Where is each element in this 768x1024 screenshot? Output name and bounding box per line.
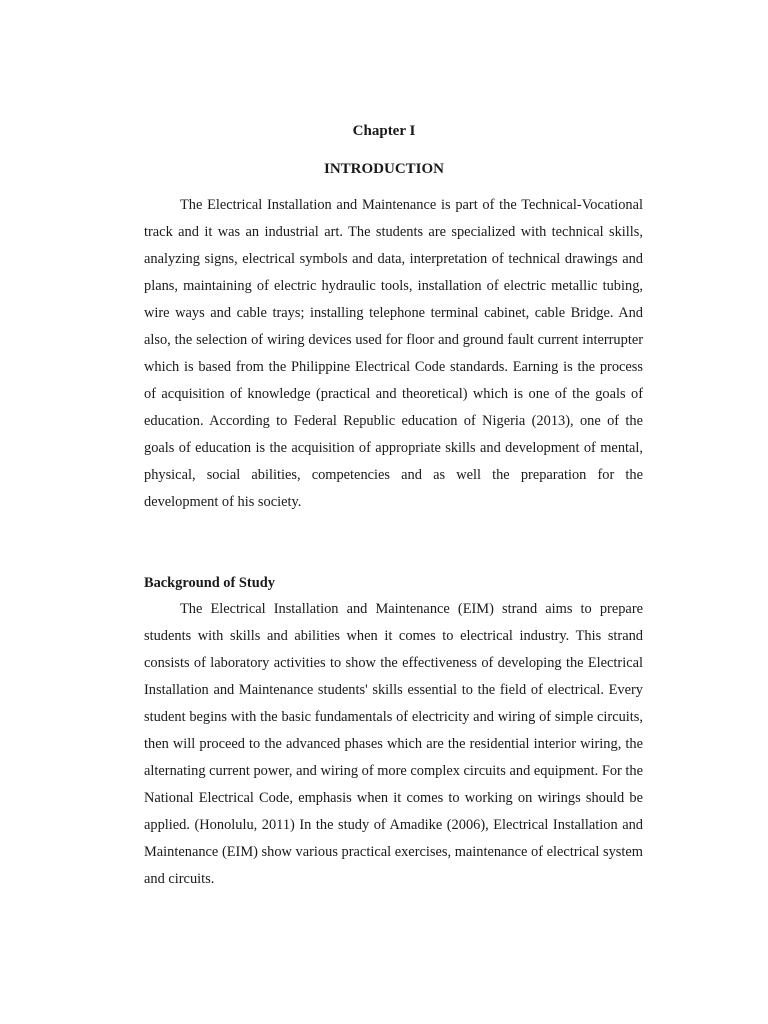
chapter-label: Chapter I — [352, 123, 416, 139]
intro-paragraph: The Electrical Installation and Maintenance is part of the Technical-Vocational track and it was an industrial art. The students are specialized with technical skills, analyzing signs, electrical symbols and data, interpretation of technical drawings and plans, maintaining of electric hydraulic tools, installation of electric metallic tubing, wire ways and cable trays; installing telephone terminal cabinet, cable Bridge. And also, the selection of wiring devices used for floor and ground fault current interrupter which is based from the Philippine Electrical Code standards. Earning is the process of acquisition of knowledge (practical and theoretical) which is one of the goals of education. According to Federal Republic education of Nigeria (2013), one of the goals of education is the acquisition of appropriate skills and development of mental, physical, social abilities, competencies and as well the preparation for the development of his society. — [144, 197, 643, 510]
background-paragraph: The Electrical Installation and Maintenance (EIM) strand aims to prepare students with skills and abilities when it comes to electrical industry. This strand consists of laboratory activities to show the effectiveness of developing the Electrical Installation and Maintenance students' skills essential to the field of electrical. Every student begins with the basic fundamentals of electricity and wiring of simple circuits, then will proceed to the advanced phases which are the residential interior wiring, the alternating current power, and wiring of more complex circuits and equipment. For the National Electrical Code, emphasis when it comes to working on wirings should be applied. (Honolulu, 2011) In the study of Amadike (2006), Electrical Installation and Maintenance (EIM) show various practical exercises, maintenance of electrical system and circuits. — [144, 601, 643, 887]
background-heading: Background of Study — [144, 575, 275, 591]
section-title: INTRODUCTION — [323, 161, 444, 177]
